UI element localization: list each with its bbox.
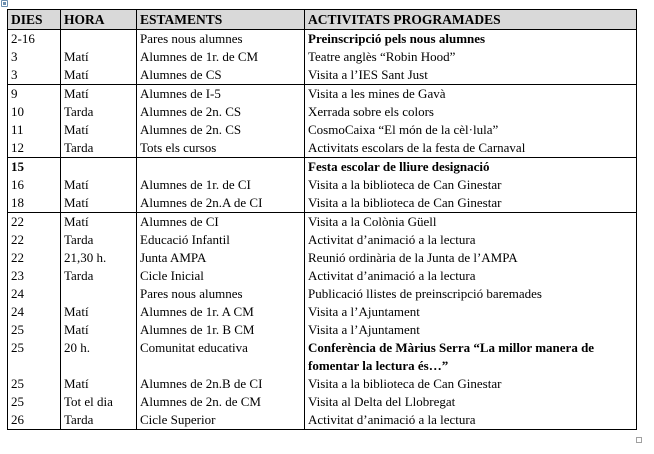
cell-hora: Matí <box>61 375 137 393</box>
cell-activitat: Visita a l’Ajuntament <box>305 303 637 321</box>
table-row <box>8 121 637 139</box>
cell-activitat: CosmoCaixa “El món de la cèl·lula” <box>305 121 637 139</box>
table-resize-handle[interactable] <box>636 437 642 443</box>
cell-activitat: Visita a les mines de Gavà <box>305 85 637 104</box>
table-row <box>8 30 637 49</box>
cell-dies: 16 <box>8 176 61 194</box>
cell-dies: 22 <box>8 231 61 249</box>
cell-estaments: Alumnes de CI <box>137 213 305 232</box>
table-row <box>8 85 637 104</box>
cell-hora: Matí <box>61 85 137 104</box>
table-row <box>8 393 637 411</box>
table-row <box>8 66 637 85</box>
cell-dies: 25 <box>8 375 61 393</box>
cell-dies: 24 <box>8 303 61 321</box>
cell-estaments: Educació Infantil <box>137 231 305 249</box>
cell-estaments: Alumnes de 2n. CS <box>137 121 305 139</box>
cell-dies: 25 <box>8 339 61 375</box>
cell-activitat: Visita al Delta del Llobregat <box>305 393 637 411</box>
table-row <box>8 321 637 339</box>
table-row <box>8 176 637 194</box>
cell-activitat: Xerrada sobre els colors <box>305 103 637 121</box>
cell-estaments: Alumnes de 1r. de CI <box>137 176 305 194</box>
cell-dies: 2-16 <box>8 30 61 49</box>
cell-hora: Tarda <box>61 139 137 158</box>
table-row <box>8 267 637 285</box>
cell-estaments: Cicle Inicial <box>137 267 305 285</box>
cell-dies: 18 <box>8 194 61 213</box>
header-estaments: ESTAMENTS <box>137 10 305 30</box>
cell-hora: Matí <box>61 213 137 232</box>
header-dies: DIES <box>8 10 61 30</box>
cell-activitat: Visita a l’IES Sant Just <box>305 66 637 85</box>
cell-estaments: Alumnes de 2n. CS <box>137 103 305 121</box>
cell-dies: 15 <box>8 158 61 177</box>
cell-dies: 23 <box>8 267 61 285</box>
cell-dies: 24 <box>8 285 61 303</box>
cell-dies: 12 <box>8 139 61 158</box>
table-row <box>8 375 637 393</box>
table-row <box>8 339 637 375</box>
cell-activitat: Reunió ordinària de la Junta de l’AMPA <box>305 249 637 267</box>
cell-estaments: Pares nous alumnes <box>137 285 305 303</box>
cell-hora: Matí <box>61 303 137 321</box>
header-hora: HORA <box>61 10 137 30</box>
cell-activitat: Visita a la biblioteca de Can Ginestar <box>305 176 637 194</box>
cell-hora: Tarda <box>61 411 137 430</box>
table-row <box>8 303 637 321</box>
cell-estaments: Alumnes de 1r. B CM <box>137 321 305 339</box>
cell-dies: 10 <box>8 103 61 121</box>
cell-activitat: Visita a la biblioteca de Can Ginestar <box>305 375 637 393</box>
cell-estaments: Alumnes de 2n.A de CI <box>137 194 305 213</box>
cell-dies: 22 <box>8 249 61 267</box>
table-row <box>8 411 637 430</box>
cell-hora: Matí <box>61 321 137 339</box>
cell-activitat: Publicació llistes de preinscripció baremades <box>305 285 637 303</box>
cell-estaments: Alumnes de 1r. de CM <box>137 48 305 66</box>
cell-estaments: Comunitat educativa <box>137 339 305 375</box>
cell-hora: Matí <box>61 176 137 194</box>
cell-activitat: Preinscripció pels nous alumnes <box>305 30 637 49</box>
table-header-row <box>8 10 637 30</box>
cell-activitat: Visita a la biblioteca de Can Ginestar <box>305 194 637 213</box>
cell-activitat: Visita a la Colònia Güell <box>305 213 637 232</box>
cell-estaments: Junta AMPA <box>137 249 305 267</box>
cell-dies: 3 <box>8 48 61 66</box>
cell-hora: Matí <box>61 121 137 139</box>
cell-estaments: Alumnes de CS <box>137 66 305 85</box>
table-row <box>8 158 637 177</box>
cell-dies: 25 <box>8 321 61 339</box>
cell-dies: 26 <box>8 411 61 430</box>
cell-activitat: Festa escolar de lliure designació <box>305 158 637 177</box>
activities-table <box>7 9 637 430</box>
table-row <box>8 194 637 213</box>
cell-activitat: Activitat d’animació a la lectura <box>305 231 637 249</box>
cell-dies: 25 <box>8 393 61 411</box>
cell-hora: Matí <box>61 48 137 66</box>
cell-dies: 3 <box>8 66 61 85</box>
table-row <box>8 48 637 66</box>
cell-hora: Tarda <box>61 231 137 249</box>
cell-estaments: Pares nous alumnes <box>137 30 305 49</box>
table-row <box>8 249 637 267</box>
cell-dies: 11 <box>8 121 61 139</box>
cell-activitat: Activitats escolars de la festa de Carnaval <box>305 139 637 158</box>
table-anchor-icon[interactable] <box>1 0 8 7</box>
cell-activitat: Conferència de Màrius Serra “La millor manera de fomentar la lectura és…” <box>305 339 637 375</box>
cell-estaments: Cicle Superior <box>137 411 305 430</box>
table-row <box>8 285 637 303</box>
cell-activitat: Teatre anglès “Robin Hood” <box>305 48 637 66</box>
cell-hora: 21,30 h. <box>61 249 137 267</box>
cell-hora: Matí <box>61 194 137 213</box>
cell-hora: Tarda <box>61 267 137 285</box>
cell-estaments: Alumnes de 2n.B de CI <box>137 375 305 393</box>
table-row <box>8 213 637 232</box>
cell-estaments: Alumnes de 1r. A CM <box>137 303 305 321</box>
table-row <box>8 139 637 158</box>
cell-activitat: Activitat d’animació a la lectura <box>305 267 637 285</box>
header-activitats: ACTIVITATS PROGRAMADES <box>305 10 637 30</box>
cell-activitat: Activitat d’animació a la lectura <box>305 411 637 430</box>
cell-hora <box>61 158 137 177</box>
cell-hora <box>61 30 137 49</box>
cell-estaments: Alumnes de 2n. de CM <box>137 393 305 411</box>
cell-activitat: Visita a l’Ajuntament <box>305 321 637 339</box>
cell-hora <box>61 285 137 303</box>
cell-hora: Tarda <box>61 103 137 121</box>
cell-estaments: Tots els cursos <box>137 139 305 158</box>
cell-estaments: Alumnes de I-5 <box>137 85 305 104</box>
cell-hora: 20 h. <box>61 339 137 375</box>
cell-dies: 22 <box>8 213 61 232</box>
cell-estaments <box>137 158 305 177</box>
cell-dies: 9 <box>8 85 61 104</box>
table-row <box>8 103 637 121</box>
table-row <box>8 231 637 249</box>
cell-hora: Matí <box>61 66 137 85</box>
cell-hora: Tot el dia <box>61 393 137 411</box>
